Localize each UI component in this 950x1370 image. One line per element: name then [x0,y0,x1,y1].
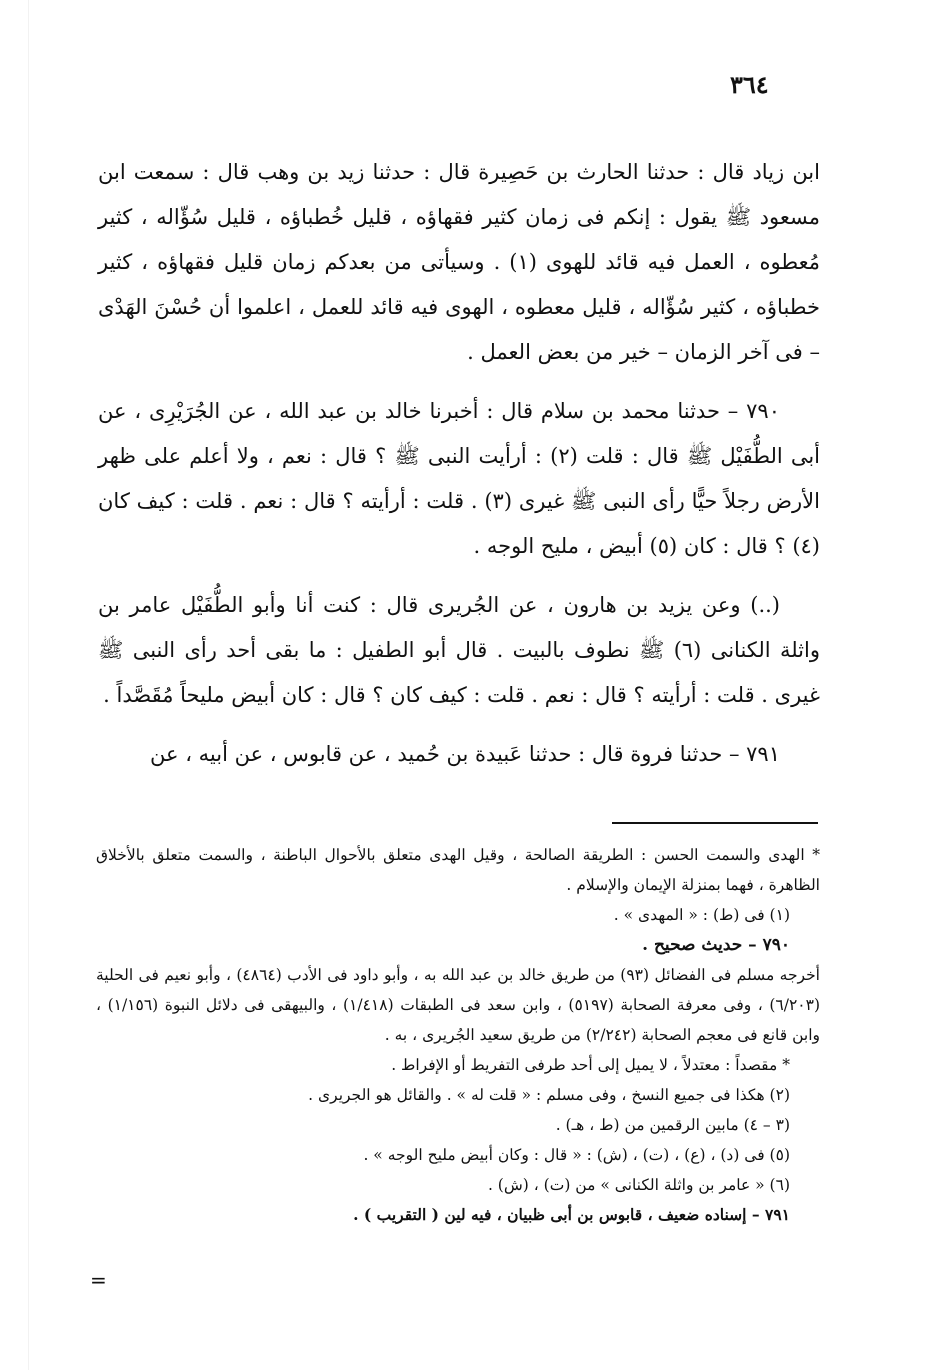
page-number: ٣٦٤ [730,70,769,99]
footnote-huda: * الهدى والسمت الحسن : الطريقة الصالحة ، وقيل الهدى متعلق بالأحوال الباطنة ، والسمت متعلق بالأخلاق الظاهرة ، فهما بمنزلة الإيمان والإسلام . [96,846,820,894]
scan-edge-line [28,0,29,1370]
footnote-5: (٥) فى (د) ، (ع) ، (ت) ، (ش) : « قال : وكان أبيض مليح الوجه » . [363,1146,790,1164]
footnote-divider [612,822,818,824]
footnote-791-grade: ٧٩١ – إسناده ضعيف ، قابوس بن أبى ظبيان ، فيه لين ( التقريب ) . [353,1205,790,1224]
footnote-790-takhrij: أخرجه مسلم فى الفضائل (٩٣) من طريق خالد بن عبد الله به ، وأبو داود فى الأدب (٤٨٦٤) ، وأبو نعيم فى الحلية (٦/٢٠٣) ، وفى معرفة الصحابة (٥١٩٧) ، وابن سعد فى الطبقات (١/٤١٨) ، والبيهقى فى دلائل النبوة (١/١٥٦) ، وابن قانع فى معجم الصحابة (٢/٢٤٢) من طريق سعيد الجُريرى ، به . [96,966,820,1044]
footnote-3-4: (٣ – ٤) مابين الرقمين من (ط ، هـ) . [555,1116,790,1134]
continuation-mark: = [90,1268,107,1292]
main-text [98,150,820,791]
hadith-790-variant-paragraph: (..) وعن يزيد بن هارون ، عن الجُريرى قال : كنت أنا وأبو الطُّفَيْل عامر بن واثلة الكنانى (٦) ﷺ نطوف بالبيت . قال أبو الطفيل : ما بقى أحد رأى النبى ﷺ غيرى . قلت : أرأيته ؟ قال : نعم . قلت : كيف كان ؟ قال : كان أبيض مليحاً مُقَصَّداً . [98,593,820,707]
footnotes [96,840,820,1230]
hadith-790-paragraph: ٧٩٠ – حدثنا محمد بن سلام قال : أخبرنا خالد بن عبد الله ، عن الجُرَيْرِى ، عن أبى الطُّفَيْل ﷺ قال : قلت (٢) : أرأيت النبى ﷺ ؟ قال : نعم ، ولا أعلم على ظهر الأرض رجلاً حيًّا رأى النبى ﷺ غيرى (٣) . قلت : أرأيته ؟ قال : نعم . قلت : كيف كان (٤) ؟ قال : كان (٥) أبيض ، مليح الوجه . [98,399,821,558]
footnote-1: (١) فى (ط) : « المهدى » . [613,906,790,924]
footnote-2: (٢) هكذا فى جميع النسخ ، وفى مسلم : « قلت له » . والقائل هو الجريرى . [308,1086,790,1104]
footnote-muqassad: * مقصداً : معتدلاً ، لا يميل إلى أحد طرفى التفريط أو الإفراط . [391,1056,790,1074]
main-paragraph-1: ابن زياد قال : حدثنا الحارث بن حَصِيرة قال : حدثنا زيد بن وهب قال : سمعت ابن مسعود ﷺ يقول : إنكم فى زمان كثير فقهاؤه ، قليل خُطباؤه ، قليل سُؤّاله ، كثير مُعطوه ، العمل فيه قائد للهوى (١) . وسيأتى من بعدكم زمان قليل فقهاؤه ، كثير خطباؤه ، كثير سُؤّاله ، قليل معطوه ، الهوى فيه قائد للعمل ، اعلموا أن حُسْنَ الهَدْى – فى آخر الزمان – خير من بعض العمل . [98,160,820,364]
footnote-790-grade: ٧٩٠ – حديث صحيح . [642,935,790,955]
footnote-6: (٦) « عامر بن واثلة الكنانى » من (ت) ، (ش) . [487,1176,790,1194]
hadith-791-paragraph: ٧٩١ – حدثنا فروة قال : حدثنا عَبيدة بن حُميد ، عن قابوس ، عن أبيه ، عن [150,742,780,766]
